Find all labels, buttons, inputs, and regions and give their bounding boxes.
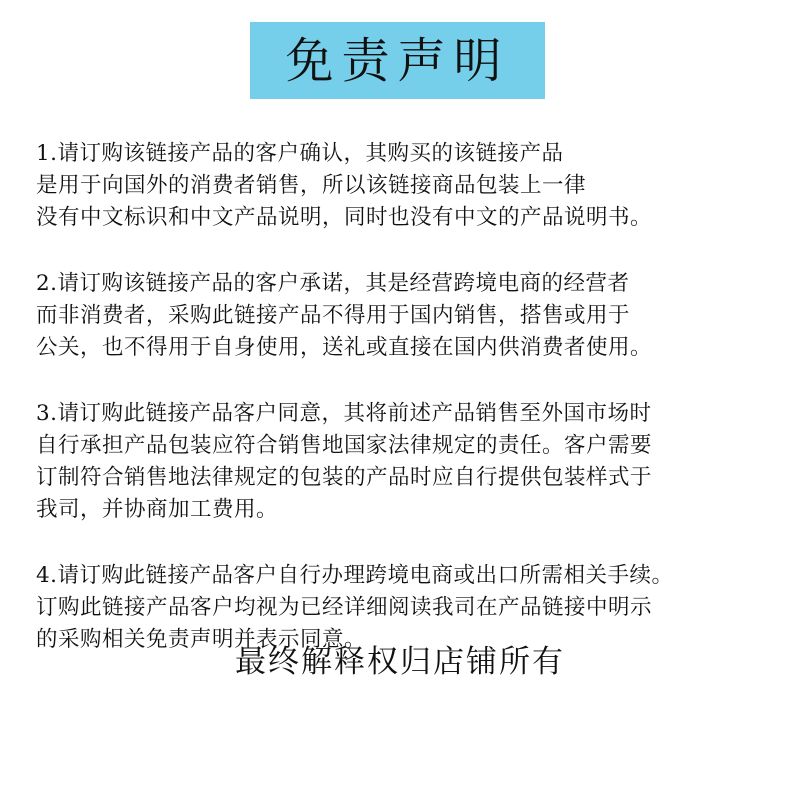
clause-line: 没有中文标识和中文产品说明，同时也没有中文的产品说明书。 [36, 205, 653, 230]
clause-line: 公关，也不得用于自身使用，送礼或直接在国内供消费者使用。 [36, 335, 653, 360]
clause-line: 2.请订购该链接产品的客户承诺，其是经营跨境电商的经营者 [36, 271, 630, 296]
clause-line: 自行承担产品包装应符合销售地国家法律规定的责任。客户需要 [36, 433, 653, 458]
clause-4 [36, 560, 788, 656]
clause-line: 而非消费者，采购此链接产品不得用于国内销售，搭售或用于 [36, 303, 631, 328]
disclaimer-clauses [36, 138, 788, 690]
clause-line: 3.请订购此链接产品客户同意，其将前述产品销售至外国市场时 [36, 401, 652, 426]
clause-3 [36, 398, 788, 526]
clause-line: 1.请订购该链接产品的客户确认，其购买的该链接产品 [36, 141, 564, 166]
clause-1 [36, 138, 788, 234]
clause-2 [36, 268, 788, 364]
clause-line: 我司，并协商加工费用。 [36, 497, 279, 522]
clause-line: 是用于向国外的消费者销售，所以该链接商品包装上一律 [36, 173, 587, 198]
footer-statement: 最终解释权归店铺所有 [235, 644, 565, 680]
clause-line: 订制符合销售地法律规定的包装的产品时应自行提供包装样式于 [36, 465, 653, 490]
clause-line: 4.请订购此链接产品客户自行办理跨境电商或出口所需相关手续。 [36, 563, 674, 588]
clause-line: 的采购相关免责声明并表示同意。 [36, 627, 367, 652]
page-title: 免责声明 [285, 32, 510, 89]
title-banner [250, 22, 545, 99]
clause-line: 订购此链接产品客户均视为已经详细阅读我司在产品链接中明示 [36, 595, 653, 620]
